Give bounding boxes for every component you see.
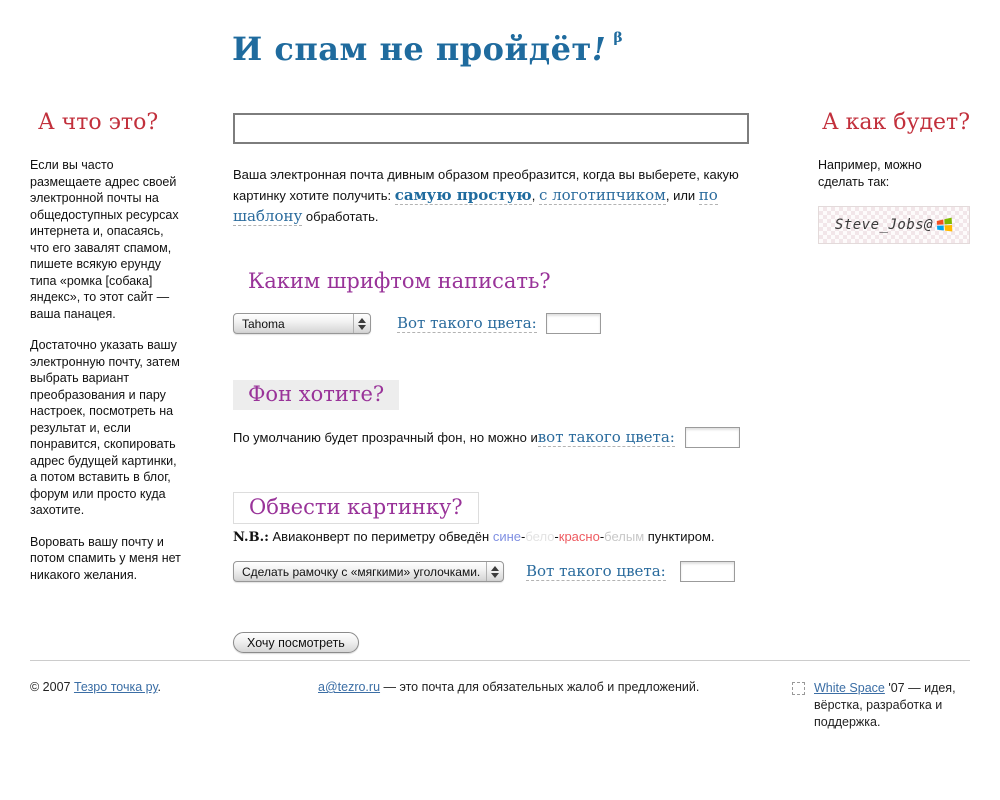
contact-email-link[interactable]: a@tezro.ru — [318, 680, 381, 694]
intro-text — [233, 165, 749, 227]
frame-style-select[interactable] — [233, 561, 504, 582]
about-paragraph: Воровать вашу почту и потом спамить у меня нет никакого желания. — [30, 534, 181, 582]
nb-label: N.B.: — [233, 530, 269, 545]
white-space-logo-icon — [792, 682, 805, 695]
intro-sep: , или — [665, 188, 699, 203]
white-space-link[interactable]: White Space — [814, 681, 885, 695]
tezro-link[interactable]: Тезро точка ру — [73, 680, 158, 694]
background-section-heading: Фон хотите? — [233, 380, 399, 410]
footer-copyright — [30, 680, 161, 694]
border-section-heading: Обвести картинку? — [233, 492, 479, 524]
select-stepper-icon — [486, 562, 503, 581]
border-color-input[interactable] — [680, 561, 735, 582]
background-color-input[interactable] — [685, 427, 740, 448]
nb-word-blue: сине — [492, 529, 522, 544]
border-controls-row — [233, 561, 749, 582]
nb-dash: - — [521, 529, 526, 544]
footer-contact — [318, 680, 699, 694]
nb-text: Авиаконверт по периметру обведён — [268, 529, 493, 544]
credit-text: '07 — идея, вёрстка, разработка и поддержка. — [814, 681, 956, 729]
select-stepper-icon — [353, 314, 370, 333]
font-section — [233, 267, 749, 334]
page-title — [232, 30, 623, 68]
beta-badge: β — [613, 30, 624, 46]
nb-word-grey: белым — [604, 529, 645, 544]
what-is-it-heading: А что это? — [38, 110, 159, 135]
contact-email-text: — это почта для обязательных жалоб и предложений. — [380, 680, 700, 694]
footer-credit — [792, 680, 970, 731]
windows-logo-icon — [936, 217, 954, 234]
font-select-value: Tahoma — [242, 316, 285, 331]
font-controls-row — [233, 313, 749, 334]
about-paragraph: Достаточно указать вашу электронную почту, затем выбрать вариант преобразования и пару настроек, посмотреть на результат и, если понравится, скопировать адрес будущей картинки, а потом вставить в блог, форум или просто куда захотите. — [30, 338, 180, 517]
footer — [30, 660, 970, 729]
what-is-it-text — [30, 157, 182, 583]
email-input[interactable] — [233, 113, 749, 144]
example-intro: Например, можно сделать так: — [818, 158, 922, 189]
copyright-prefix: © 2007 — [30, 680, 74, 694]
background-color-link[interactable]: вот такого цвета: — [537, 428, 675, 446]
page-title-text: И спам не пройдёт — [232, 30, 592, 68]
background-controls-row — [233, 427, 749, 448]
example-email-image — [818, 206, 970, 244]
credit-text-block — [814, 680, 970, 731]
background-text: По умолчанию будет прозрачный фон, но можно и — [233, 430, 538, 445]
nb-word-red: красно — [558, 529, 600, 544]
nb-note — [233, 529, 749, 545]
border-color-link[interactable]: Вот такого цвета: — [526, 562, 666, 580]
preview-button[interactable]: Хочу посмотреть — [233, 632, 359, 653]
copyright-suffix: . — [157, 680, 161, 694]
about-paragraph: Если вы часто размещаете адрес своей электронной почты на общедоступных ресурсах интернета и, опасаясь, что его завалят спамом, пишете всякую ерунду типа «ромка [собака] яндекс», то этот сайт — ваша панацея. — [30, 158, 179, 321]
intro-sep: , — [531, 188, 539, 203]
border-section — [233, 492, 749, 582]
with-logo-link[interactable]: с логотипчиком — [538, 186, 666, 204]
by-template-link[interactable]: по шаблону — [233, 186, 718, 225]
example-email-text: Steve_Jobs@ — [834, 217, 934, 233]
page-title-exclaim: ! — [591, 30, 607, 68]
background-section — [233, 380, 749, 448]
nb-dash: - — [554, 529, 559, 544]
font-section-heading: Каким шрифтом написать? — [248, 269, 551, 293]
intro-before: Ваша электронная почта дивным образом преобразится, когда вы выберете, какую картинку хотите получить: — [233, 167, 739, 203]
font-color-input[interactable] — [546, 313, 601, 334]
left-sidebar — [30, 110, 182, 583]
simple-image-link[interactable]: самую простую — [394, 186, 532, 204]
how-will-it-look-heading: А как будет? — [822, 110, 970, 135]
main-form — [233, 113, 749, 653]
font-select[interactable] — [233, 313, 371, 334]
right-sidebar — [818, 110, 970, 244]
intro-after: обработать. — [302, 209, 379, 224]
frame-style-select-value: Сделать рамочку с «мягкими» уголочками. — [242, 564, 481, 579]
nb-tail: пунктиром. — [644, 529, 715, 544]
nb-dash: - — [599, 529, 605, 544]
nb-word-white: бело — [525, 529, 555, 544]
font-color-link[interactable]: Вот такого цвета: — [397, 314, 537, 332]
